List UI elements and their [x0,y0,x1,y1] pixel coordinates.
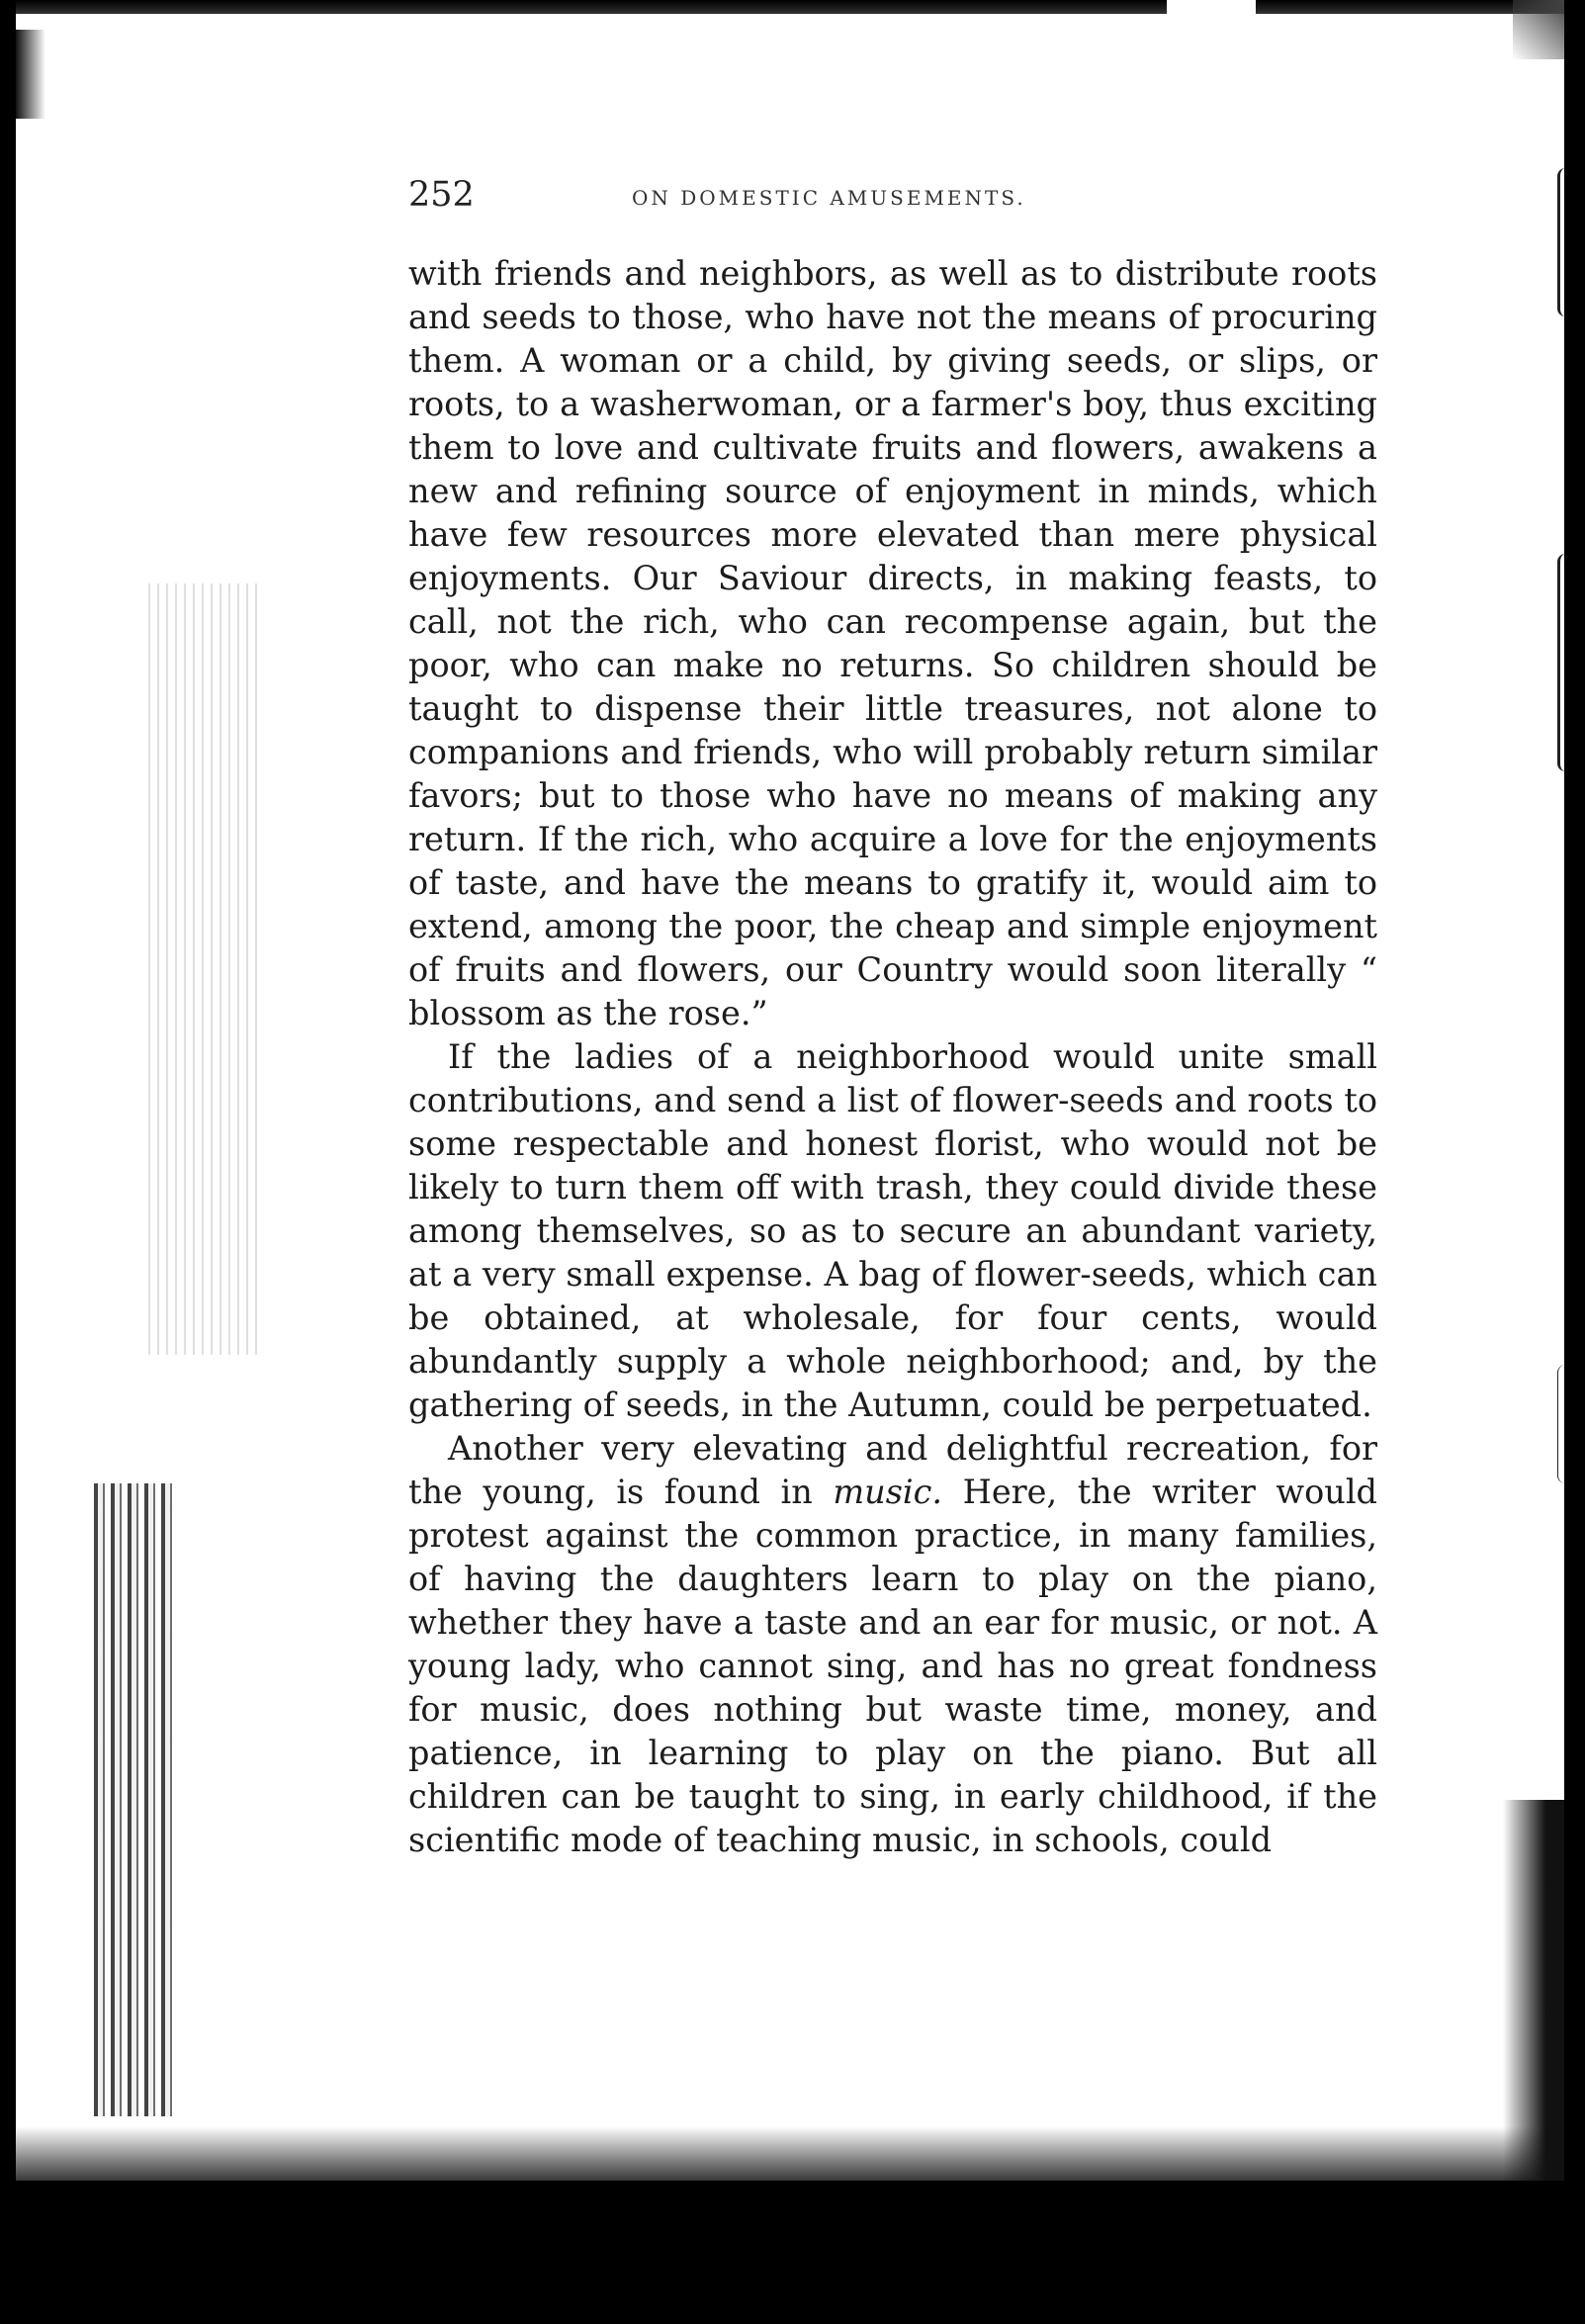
scan-edge-bottom-fade [0,2126,1585,2186]
paragraph-1: with friends and neighbors, as well as to distribute roots and seeds to those, who have not the means of procuring them. A woman or a child, by giving seeds, or slips, or roots, to a washerwoman, or a farmer's boy, thus exciting them to love and cultivate fruits and flowers, awakens a new and refining source of enjoyment in minds, which have few resources more elevated than mere physical enjoyments. Our Saviour directs, in making feasts, to call, not the rich, who can recompense again, but the poor, who can make no returns. So children should be taught to dispense their little treasures, not alone to companions and friends, who will probably return similar favors; but to those who have no means of making any return. If the rich, who acquire a love for the enjoyments of taste, and have the means to gratify it, would aim to extend, among the poor, the cheap and simple enjoyment of fruits and flowers, our Country would soon literally “ blossom as the rose.” [408,254,1377,1032]
scan-edge-top-gap [1167,0,1256,22]
page-number: 252 [408,175,475,215]
body-text [408,252,1377,1862]
page-header [408,173,1377,223]
paragraph-3-emphasis: music. [833,1473,943,1511]
bleed-through-ghost [148,583,257,1355]
paragraph-2: If the ladies of a neighborhood would unite small contributions, and send a list of flower-seeds and roots to some respectable and honest florist, who would not be likely to turn them off with trash, they could divide these among themselves, so as to secure an abundant variety, at a very small expense. A bag of flower-seeds, which can be obtained, at wholesale, for four cents, would abundantly supply a whole neighborhood; and, by the gathering of seeds, in the Autumn, could be perpetuated. [408,1037,1377,1424]
scan-edge-right [1564,0,1585,2324]
right-margin-mark [1557,168,1568,316]
scan-edge-right-bottom [1503,1800,1564,2181]
scan-edge-bottom [0,2181,1585,2324]
spine-binding-strip [94,1483,178,2116]
right-margin-mark [1557,554,1568,771]
scan-edge-left-shadow [16,30,45,119]
paragraph-3-text-after: Here, the writer would protest against the common practice, in many families, of having the daughters learn to play on the piano, whether they have a taste and an ear for music, or not. A young lady, who cannot sing, and has no great fondness for music, does nothing but waste time, money, and patience, in learning to play on the piano. But all children can be taught to sing, in early childhood, if the scientific mode of teaching music, in schools, could [408,1473,1377,1859]
paragraph-3-text-before: Another very elevating and delightful recreation, for the young, is found in [408,1429,1377,1511]
paragraph-3 [408,1427,1377,1862]
scan-edge-left [0,0,16,2324]
running-head: ON DOMESTIC AMUSEMENTS. [632,186,1026,210]
scan-edge-top [0,0,1585,14]
scan-edge-right-top [1513,0,1564,59]
right-margin-mark [1557,1365,1566,1483]
